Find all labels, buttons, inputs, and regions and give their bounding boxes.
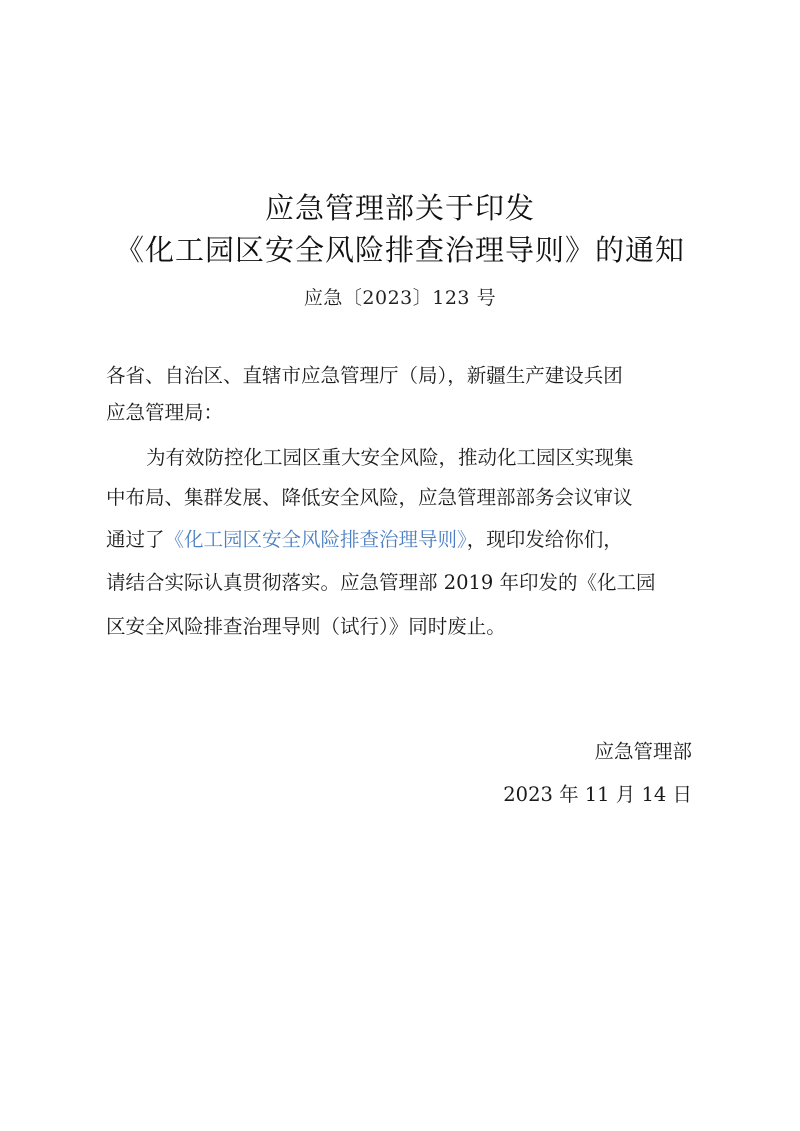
body-line-3: [106, 526, 623, 554]
body-line-2: 中布局、集群发展、降低安全风险，应急管理部部务会议审议: [106, 486, 633, 509]
body-line-1: 为有效防控化工园区重大安全风险，推动化工园区实现集: [146, 446, 634, 469]
document-title-line-2: 《化工园区安全风险排查治理导则》的通知: [114, 233, 685, 267]
body-line-3-before: 通过了: [106, 528, 165, 551]
document-number: 应急〔2023〕123 号: [303, 287, 497, 309]
signature-organization: 应急管理部: [594, 740, 692, 763]
document-title-line-1: 应急管理部关于印发: [264, 191, 535, 225]
body-line-5: 区安全风险排查治理导则（试行）》同时废止。: [106, 615, 506, 638]
body-line-3-after: ，现印发给你们，: [466, 528, 623, 551]
salutation-line-1: 各省、自治区、直辖市应急管理厅（局），新疆生产建设兵团: [106, 364, 623, 387]
signature-date: 2023 年 11 月 14 日: [503, 783, 692, 806]
salutation-line-2: 应急管理局：: [106, 401, 224, 424]
guideline-document-link[interactable]: 《化工园区安全风险排查治理导则》: [164, 528, 467, 551]
body-line-4: 请结合实际认真贯彻落实。应急管理部 2019 年印发的《化工园: [106, 571, 656, 594]
